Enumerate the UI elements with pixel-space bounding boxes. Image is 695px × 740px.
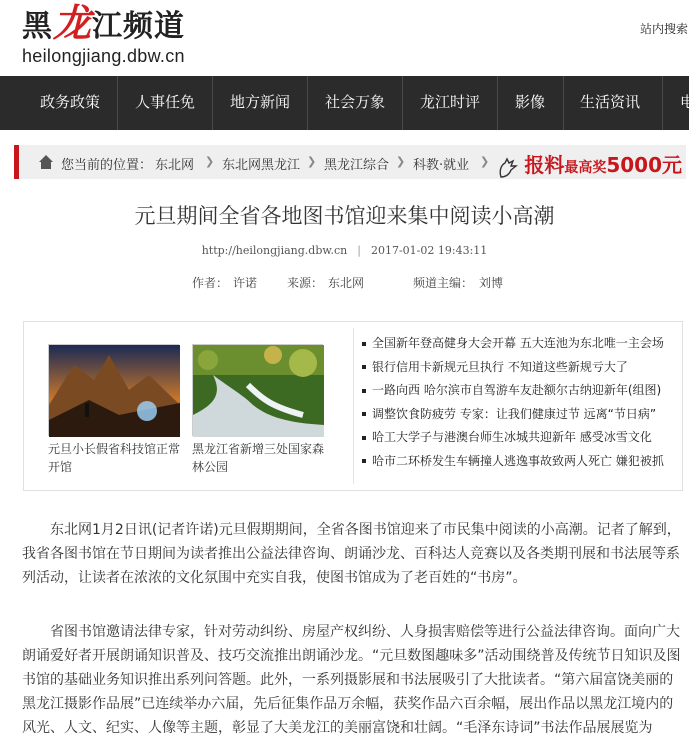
photo-image	[49, 345, 180, 437]
report-label: 报料	[524, 153, 565, 177]
nav-divider	[307, 76, 308, 130]
nav-item-personnel[interactable]: 人事任免	[135, 93, 196, 111]
editor-name: 刘博	[479, 276, 504, 290]
nav-divider	[117, 76, 118, 130]
list-item[interactable]	[362, 452, 682, 476]
article-meta	[0, 244, 689, 257]
logo-char-3: 江频道	[92, 9, 186, 44]
nav-item-local-news[interactable]: 地方新闻	[230, 93, 291, 111]
author-label: 作者：	[192, 276, 229, 290]
breadcrumb-item-general[interactable]: 黑龙江综合	[324, 158, 390, 173]
breadcrumb-item-heilongjiang[interactable]: 东北网黑龙江	[222, 158, 301, 173]
breadcrumb-item-science[interactable]: 科教·就业	[413, 158, 470, 173]
photo-caption-forest-park[interactable]: 黑龙江省新增三处国家森林公园	[192, 442, 325, 474]
site-logo[interactable]	[22, 1, 186, 67]
meta-separator: |	[357, 244, 361, 257]
science-museum-photo[interactable]	[48, 344, 179, 436]
logo-char-1: 黑	[22, 9, 53, 44]
bullet-icon	[362, 365, 366, 369]
article-paragraph-2: 省图书馆邀请法律专家，针对劳动纠纷、房屋产权纠纷、人身损害赔偿等进行公益法律咨询。面向广大朗诵爱好者开展朗诵知识普及、技巧交流推出朗诵沙龙。“元旦数图趣味多”活动围绕普及传统节日知识及图书馆的基础业务知识推出系列问答题。此外，一系列摄影展和书法展吸引了大批读者。“第六届富饶美丽的黑龙江摄影作品展”已连续举办六届，先后征集作品万余幅，获奖作品六百余幅，展出作品以黑龙江境内的风光、人文、纪实、人像等主题，彰显了大美龙江的美丽富饶和壮阔。“毛泽东诗词”书法作品展展览为	[22, 624, 681, 736]
author-name: 许诺	[233, 276, 258, 290]
breadcrumb-item-dbw[interactable]: 东北网	[155, 158, 195, 173]
related-link[interactable]: 一路向西 哈尔滨市自驾游车友赴额尔古纳迎新年(组图)	[372, 383, 662, 397]
related-link[interactable]: 全国新年登高健身大会开幕 五大连池为东北唯一主会场	[372, 336, 664, 350]
forest-park-photo[interactable]	[192, 344, 323, 436]
chevron-right-icon: ❯	[480, 155, 490, 168]
related-link[interactable]: 调整饮食防疲劳 专家：让我们健康过节 远离“节日病”	[372, 406, 657, 421]
report-reward-label: 最高奖	[564, 160, 607, 176]
related-links-list	[362, 334, 682, 475]
nav-item-life[interactable]: 生活资讯	[580, 93, 641, 111]
nav-item-commentary[interactable]: 龙江时评	[420, 93, 481, 111]
list-item[interactable]	[362, 358, 682, 382]
nav-divider	[402, 76, 403, 130]
logo-domain: heilongjiang.dbw.cn	[22, 46, 185, 66]
photo-image	[193, 345, 324, 437]
source-label: 来源：	[287, 276, 324, 290]
logo-char-2: 龙	[53, 1, 93, 45]
chevron-right-icon: ❯	[396, 155, 406, 168]
editor-label: 频道主编：	[413, 276, 474, 290]
logo-title	[22, 1, 186, 45]
main-nav	[0, 76, 695, 130]
article-paragraph-1: 东北网1月2日讯(记者许诺)元旦假期期间，全省各图书馆迎来了市民集中阅读的小高潮。记者了解到，我省各图书馆在节日期间为读者推出公益法律咨询、朗诵沙龙、百科达人竞赛以及各类期刊展和书法展等系列活动，让读者在浓浓的文化氛围中充实自我，使图书馆成为了老百姓的“书房”。	[22, 522, 681, 586]
source-name[interactable]: 东北网	[328, 276, 365, 290]
related-news-box	[23, 321, 683, 491]
related-link[interactable]: 哈市二环桥发生车辆撞人逃逸事故致两人死亡 嫌犯被抓	[372, 453, 664, 468]
chevron-right-icon: ❯	[307, 155, 317, 168]
nav-divider	[497, 76, 498, 130]
breadcrumb-label: 您当前的位置：	[61, 158, 153, 173]
breadcrumb	[14, 145, 686, 179]
related-divider	[353, 328, 354, 484]
article-title: 元旦期间全省各地图书馆迎来集中阅读小高潮	[134, 204, 555, 228]
bullet-icon	[362, 459, 366, 463]
nav-divider	[212, 76, 213, 130]
nav-item-images[interactable]: 影像	[515, 93, 546, 111]
article-datetime: 2017-01-02 19:43:11	[370, 244, 488, 257]
list-item[interactable]	[362, 381, 682, 405]
site-header	[0, 0, 689, 76]
nav-item-more[interactable]: 电	[680, 93, 695, 111]
chevron-right-icon: ❯	[205, 155, 215, 168]
related-link[interactable]: 哈工大学子与港澳台师生冰城共迎新年 感受冰雪文化	[372, 430, 652, 444]
photo-caption-science-museum[interactable]: 元旦小长假省科技馆正常开馆	[48, 442, 181, 474]
article-url[interactable]: http://heilongjiang.dbw.cn	[201, 244, 348, 257]
report-banner[interactable]	[497, 149, 682, 175]
site-search-link[interactable]: 站内搜索	[640, 22, 689, 36]
home-icon	[37, 153, 55, 171]
bullet-icon	[362, 342, 366, 346]
hand-icon	[497, 157, 519, 179]
list-item[interactable]	[362, 428, 682, 452]
nav-item-society[interactable]: 社会万象	[325, 93, 386, 111]
bullet-icon	[362, 389, 366, 393]
list-item[interactable]	[362, 334, 682, 358]
related-link[interactable]: 银行信用卡新规元旦执行 不知道这些新规亏大了	[372, 359, 628, 374]
list-item[interactable]	[362, 405, 682, 429]
bullet-icon	[362, 436, 366, 440]
nav-item-politics[interactable]: 政务政策	[40, 93, 101, 111]
nav-divider	[662, 76, 663, 130]
nav-divider	[563, 76, 564, 130]
bullet-icon	[362, 412, 366, 416]
report-amount: 5000元	[606, 153, 682, 177]
